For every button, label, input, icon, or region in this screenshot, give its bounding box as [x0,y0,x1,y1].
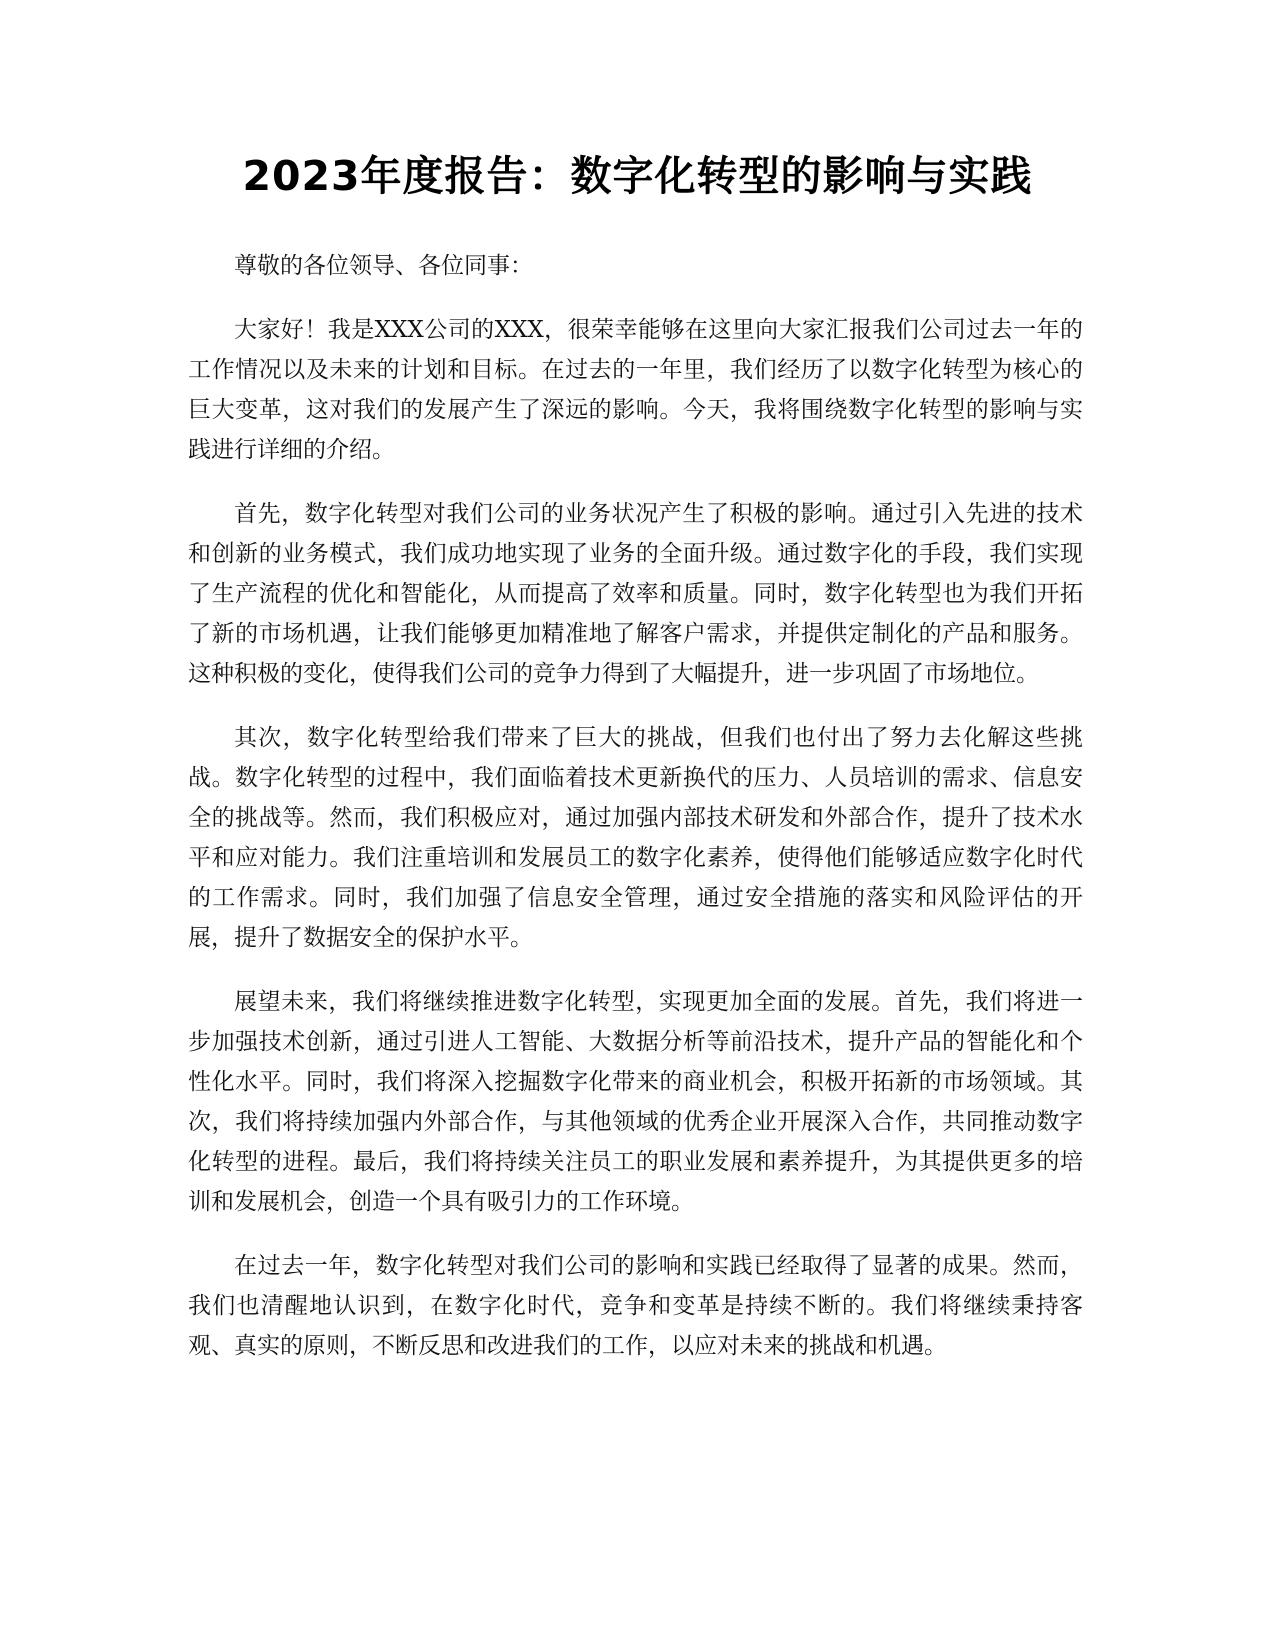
paragraph-challenges: 其次，数字化转型给我们带来了巨大的挑战，但我们也付出了努力去化解这些挑战。数字化转型的过程中，我们面临着技术更新换代的压力、人员培训的需求、信息安全的挑战等。然而，我们积极应对，通过加强内部技术研发和外部合作，提升了技术水平和应对能力。我们注重培训和发展员工的数字化素养，使得他们能够适应数字化时代的工作需求。同时，我们加强了信息安全管理，通过安全措施的落实和风险评估的开展，提升了数据安全的保护水平。 [188,725,1083,951]
paragraph-intro: 大家好！我是XXX公司的XXX，很荣幸能够在这里向大家汇报我们公司过去一年的工作情况以及未来的计划和目标。在过去的一年里，我们经历了以数字化转型为核心的巨大变革，这对我们的发展产生了深远的影响。今天，我将围绕数字化转型的影响与实践进行详细的介绍。 [188,317,1083,463]
greeting-line: 尊敬的各位领导、各位同事： [234,253,533,279]
paragraph-conclusion: 在过去一年，数字化转型对我们公司的影响和实践已经取得了显著的成果。然而，我们也清醒地认识到，在数字化时代，竞争和变革是持续不断的。我们将继续秉持客观、真实的原则，不断反思和改进我们的工作，以应对未来的挑战和机遇。 [188,1253,1083,1359]
paragraph-outlook: 展望未来，我们将继续推进数字化转型，实现更加全面的发展。首先，我们将进一步加强技术创新，通过引进人工智能、大数据分析等前沿技术，提升产品的智能化和个性化水平。同时，我们将深入挖掘数字化带来的商业机会，积极开拓新的市场领域。其次，我们将持续加强内外部合作，与其他领域的优秀企业开展深入合作，共同推动数字化转型的进程。最后，我们将持续关注员工的职业发展和素养提升，为其提供更多的培训和发展机会，创造一个具有吸引力的工作环境。 [188,989,1083,1215]
document-body [188,246,1083,1390]
paragraph-positive-impact: 首先，数字化转型对我们公司的业务状况产生了积极的影响。通过引入先进的技术和创新的业务模式，我们成功地实现了业务的全面升级。通过数字化的手段，我们实现了生产流程的优化和智能化，从而提高了效率和质量。同时，数字化转型也为我们开拓了新的市场机遇，让我们能够更加精准地了解客户需求，并提供定制化的产品和服务。这种积极的变化，使得我们公司的竞争力得到了大幅提升，进一步巩固了市场地位。 [188,501,1083,687]
document-title: 2023年度报告：数字化转型的影响与实践 [242,152,1033,200]
